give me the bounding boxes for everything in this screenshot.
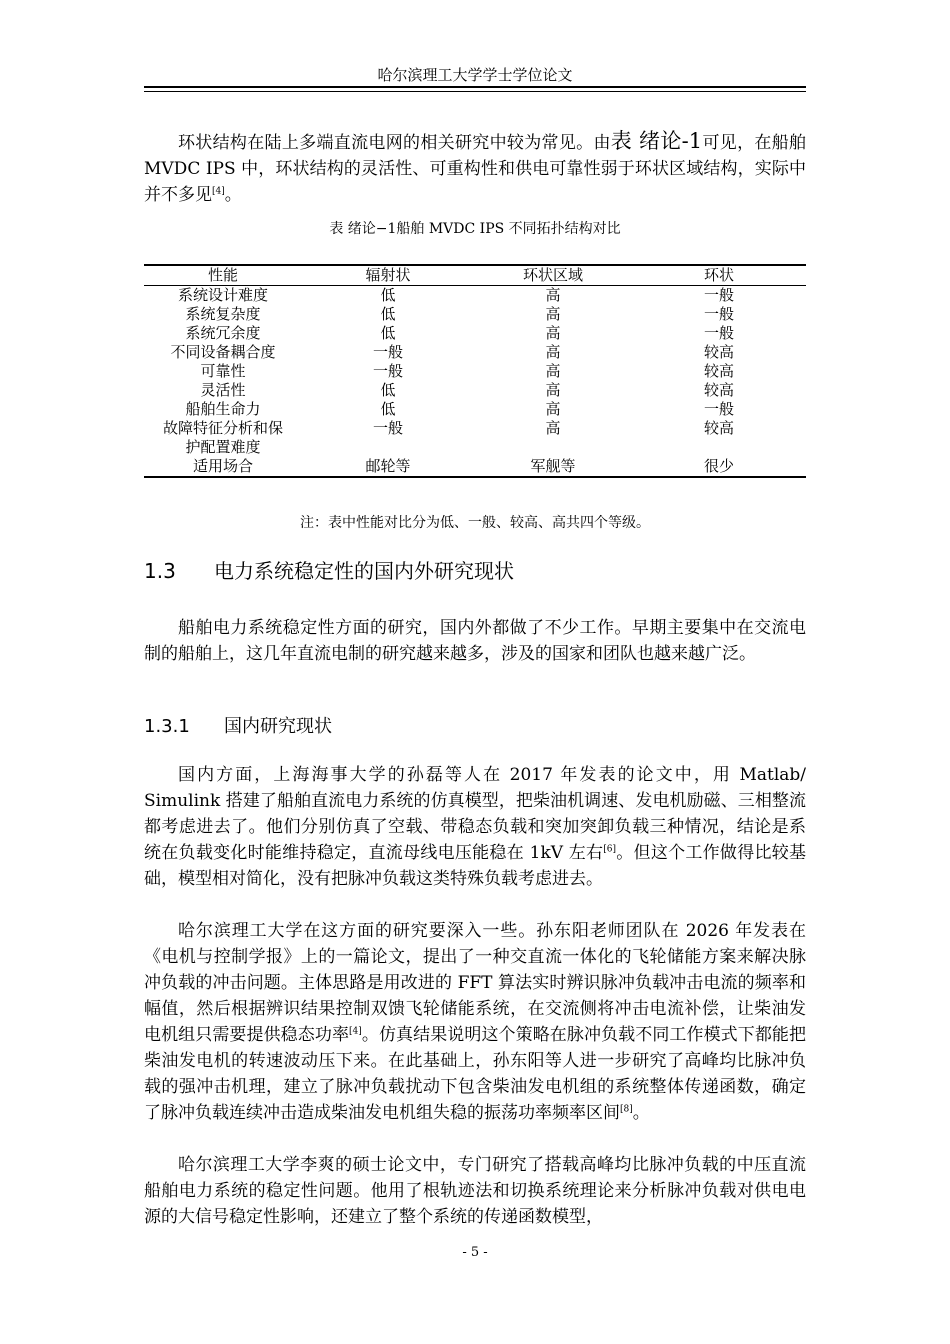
table-cell: 护配置难度	[185, 438, 261, 456]
page-number: - 5 -	[462, 1245, 488, 1260]
header-cell: 辐射状	[365, 266, 411, 284]
table-cell: 系统复杂度	[185, 305, 261, 323]
table-cell: 很少	[703, 457, 734, 475]
table-cell: 较高	[703, 362, 734, 380]
body-paragraph-3: 哈尔滨理工大学李爽的硕士论文中，专门研究了搭载高峰均比脉冲负载的中压直流船舶电力系统的稳定性问题。他用了根轨迹法和切换系统理论来分析脉冲负载对供电电源的大信号稳定性影响，还建立了整个系统的传递函数模型，	[144, 1155, 806, 1227]
table-cell: 适用场合	[192, 457, 253, 475]
header-cell: 环状区域	[522, 266, 583, 284]
table-cell: 低	[380, 400, 396, 418]
subsection-number: 1.3.1	[144, 716, 190, 737]
table-row	[144, 343, 806, 362]
table-cell: 较高	[703, 343, 734, 361]
table-cell: 可靠性	[200, 362, 246, 380]
table-cell: 一般	[372, 343, 403, 361]
comparison-table	[144, 264, 806, 478]
table-cell: 低	[380, 381, 396, 399]
table-cell: 灵活性	[200, 381, 246, 399]
citation: [4]	[349, 1026, 362, 1037]
table-cell: 高	[545, 419, 561, 437]
header-cell: 环状	[703, 266, 734, 284]
table-cell: 一般	[703, 324, 734, 342]
table-cell: 低	[380, 305, 396, 323]
table-cell: 系统冗余度	[185, 324, 261, 342]
citation: [6]	[603, 844, 617, 855]
table-row	[144, 381, 806, 400]
header-cell: 性能	[207, 266, 238, 284]
table-row	[144, 362, 806, 381]
table-cell: 高	[545, 305, 561, 323]
table-caption: 表 绪论−1船舶 MVDC IPS 不同拓扑结构对比	[329, 221, 621, 237]
header-rule-thin	[144, 91, 806, 92]
table-cell: 一般	[703, 400, 734, 418]
table-row	[144, 305, 806, 324]
table-note: 注：表中性能对比分为低、一般、较高、高共四个等级。	[300, 515, 650, 531]
table-row	[144, 419, 806, 438]
section-heading	[144, 555, 514, 584]
table-cell	[474, 438, 632, 457]
section-title: 电力系统稳定性的国内外研究现状	[214, 559, 514, 583]
section-paragraph: 船舶电力系统稳定性方面的研究，国内外都做了不少工作。早期主要集中在交流电制的船舶上，这几年直流电制的研究越来越多，涉及的国家和团队也越来越广泛。	[144, 618, 806, 664]
table-row	[144, 438, 806, 457]
table-cell: 一般	[372, 362, 403, 380]
header-rule-thick	[144, 86, 806, 88]
table-header-row	[144, 265, 806, 286]
table-cell: 高	[545, 381, 561, 399]
table-cell: 高	[545, 400, 561, 418]
citation: [8]	[620, 1104, 633, 1115]
table-cell: 船舶生命力	[185, 400, 261, 418]
table-row	[144, 400, 806, 419]
page-header-title: 哈尔滨理工大学学士学位论文	[377, 66, 573, 84]
table-cell: 高	[545, 324, 561, 342]
table-cell	[302, 438, 474, 457]
table-cell: 高	[545, 362, 561, 380]
table-cell: 一般	[703, 305, 734, 323]
table-cell: 低	[380, 286, 396, 304]
table-cell: 一般	[372, 419, 403, 437]
table-cell: 较高	[703, 381, 734, 399]
table-cell: 不同设备耦合度	[170, 343, 276, 361]
body-paragraph-2: 哈尔滨理工大学在这方面的研究要深入一些。孙东阳老师团队在 2026 年发表在《电机与控制学报》上的一篇论文，提出了一种交直流一体化的飞轮储能方案来解决脉冲负载的冲击问题。主体思路是用改进的 FFT 算法实时辨识脉冲负载冲击电流的频率和幅值，然后根据辨识结果控制双馈飞轮储能系统，在交流侧将冲击电流补偿，让柴油发电机组只需要提供稳态功率[4]。仿真结果说明这个策略在脉冲负载不同工作模式下都能把柴油发电机的转速波动压下来。在此基础上，孙东阳等人进一步研究了高峰均比脉冲负载的强冲击机理，建立了脉冲负载扰动下包含柴油发电机组的系统整体传递函数，确定了脉冲负载连续冲击造成柴油发电机组失稳的振荡功率频率区间[8]。	[144, 921, 807, 1123]
body-paragraph-1: 国内方面，上海海事大学的孙磊等人在 2017 年发表的论文中，用 Matlab/ Simulink 搭建了船舶直流电力系统的仿真模型，把柴油机调速、发电机励磁、三相整流都考虑进去了。他们分别仿真了空载、带稳态负载和突加突卸负载三种情况，结论是系统在负载变化时能维持稳定，直流母线电压能稳在 1kV 左右[6]。但这个工作做得比较基础，模型相对简化，没有把脉冲负载这类特殊负载考虑进去。	[144, 765, 807, 889]
table-row	[144, 286, 806, 306]
table-row	[144, 324, 806, 343]
table-cell: 高	[545, 343, 561, 361]
subsection-title: 国内研究现状	[224, 716, 332, 737]
table-cell: 邮轮等	[365, 457, 411, 475]
table-row	[144, 457, 806, 477]
intro-paragraph: 环状结构在陆上多端直流电网的相关研究中较为常见。由表 绪论-1可见，在船舶 MVDC IPS 中，环状结构的灵活性、可重构性和供电可靠性弱于环状区域结构，实际中并不多见[4]。	[144, 129, 807, 205]
table-cell: 一般	[703, 286, 734, 304]
table-cell: 较高	[703, 419, 734, 437]
table-cell	[632, 438, 806, 457]
citation: [4]	[212, 186, 225, 197]
table-cell: 故障特征分析和保	[162, 419, 283, 437]
table-cell: 高	[545, 286, 561, 304]
table-cell: 系统设计难度	[177, 286, 268, 304]
section-number: 1.3	[144, 559, 176, 583]
table-cell: 军舰等	[530, 457, 576, 475]
table-reference: 表 绪论-1	[610, 129, 703, 153]
table-cell: 低	[380, 324, 396, 342]
subsection-heading	[144, 712, 332, 738]
